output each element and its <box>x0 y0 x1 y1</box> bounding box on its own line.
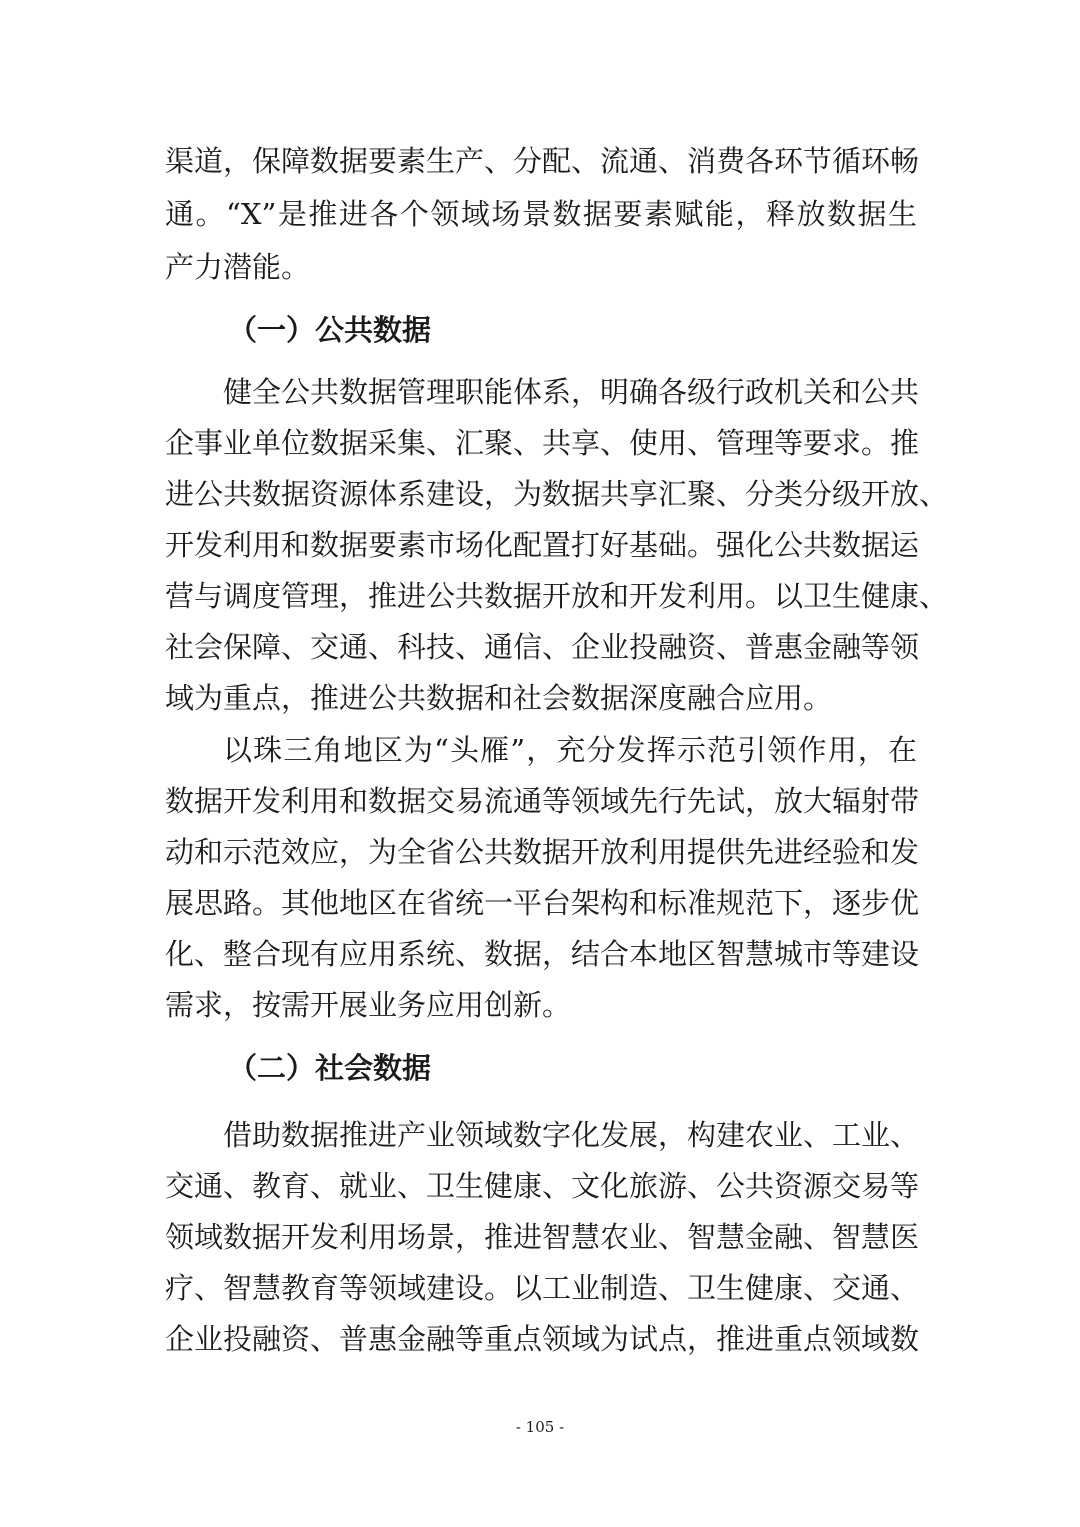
section-heading-public-data: （一）公共数据 <box>228 313 432 347</box>
page-number: - 105 - <box>515 1418 565 1436</box>
paragraph-line: 动和示范效应，为全省公共数据开放利用提供先进经验和发 <box>165 835 920 869</box>
paragraph-line: 数据开发利用和数据交易流通等领域先行先试，放大辐射带 <box>165 784 920 818</box>
paragraph-line: 交通、教育、就业、卫生健康、文化旅游、公共资源交易等 <box>165 1169 920 1203</box>
paragraph-line: 以珠三角地区为“头雁”，充分发挥示范引领作用，在 <box>223 733 917 767</box>
paragraph-line: 需求，按需开展业务应用创新。 <box>165 988 572 1022</box>
paragraph-line: 领域数据开发利用场景，推进智慧农业、智慧金融、智慧医 <box>165 1220 920 1254</box>
paragraph-line: 展思路。其他地区在省统一平台架构和标准规范下，逐步优 <box>165 886 920 920</box>
paragraph-line: 化、整合现有应用系统、数据，结合本地区智慧城市等建设 <box>165 937 920 971</box>
paragraph-line: 域为重点，推进公共数据和社会数据深度融合应用。 <box>165 681 833 715</box>
paragraph-line: 进公共数据资源体系建设，为数据共享汇聚、分类分级开放、 <box>165 477 949 511</box>
intro-line: 产力潜能。 <box>165 250 311 284</box>
intro-line: 渠道，保障数据要素生产、分配、流通、消费各环节循环畅 <box>165 144 920 178</box>
intro-line: 通。“X”是推进各个领域场景数据要素赋能，释放数据生 <box>165 197 917 231</box>
paragraph-line: 开发利用和数据要素市场化配置打好基础。强化公共数据运 <box>165 528 920 562</box>
paragraph-line: 借助数据推进产业领域数字化发展，构建农业、工业、 <box>223 1118 920 1152</box>
paragraph-line: 疗、智慧教育等领域建设。以工业制造、卫生健康、交通、 <box>165 1271 920 1305</box>
paragraph-line: 营与调度管理，推进公共数据开放和开发利用。以卫生健康、 <box>165 579 949 613</box>
paragraph-line: 社会保障、交通、科技、通信、企业投融资、普惠金融等领 <box>165 630 920 664</box>
paragraph-line: 健全公共数据管理职能体系，明确各级行政机关和公共 <box>223 375 920 409</box>
section-heading-social-data: （二）社会数据 <box>228 1051 432 1085</box>
paragraph-line: 企事业单位数据采集、汇聚、共享、使用、管理等要求。推 <box>165 426 920 460</box>
paragraph-line: 企业投融资、普惠金融等重点领域为试点，推进重点领域数 <box>165 1322 920 1356</box>
